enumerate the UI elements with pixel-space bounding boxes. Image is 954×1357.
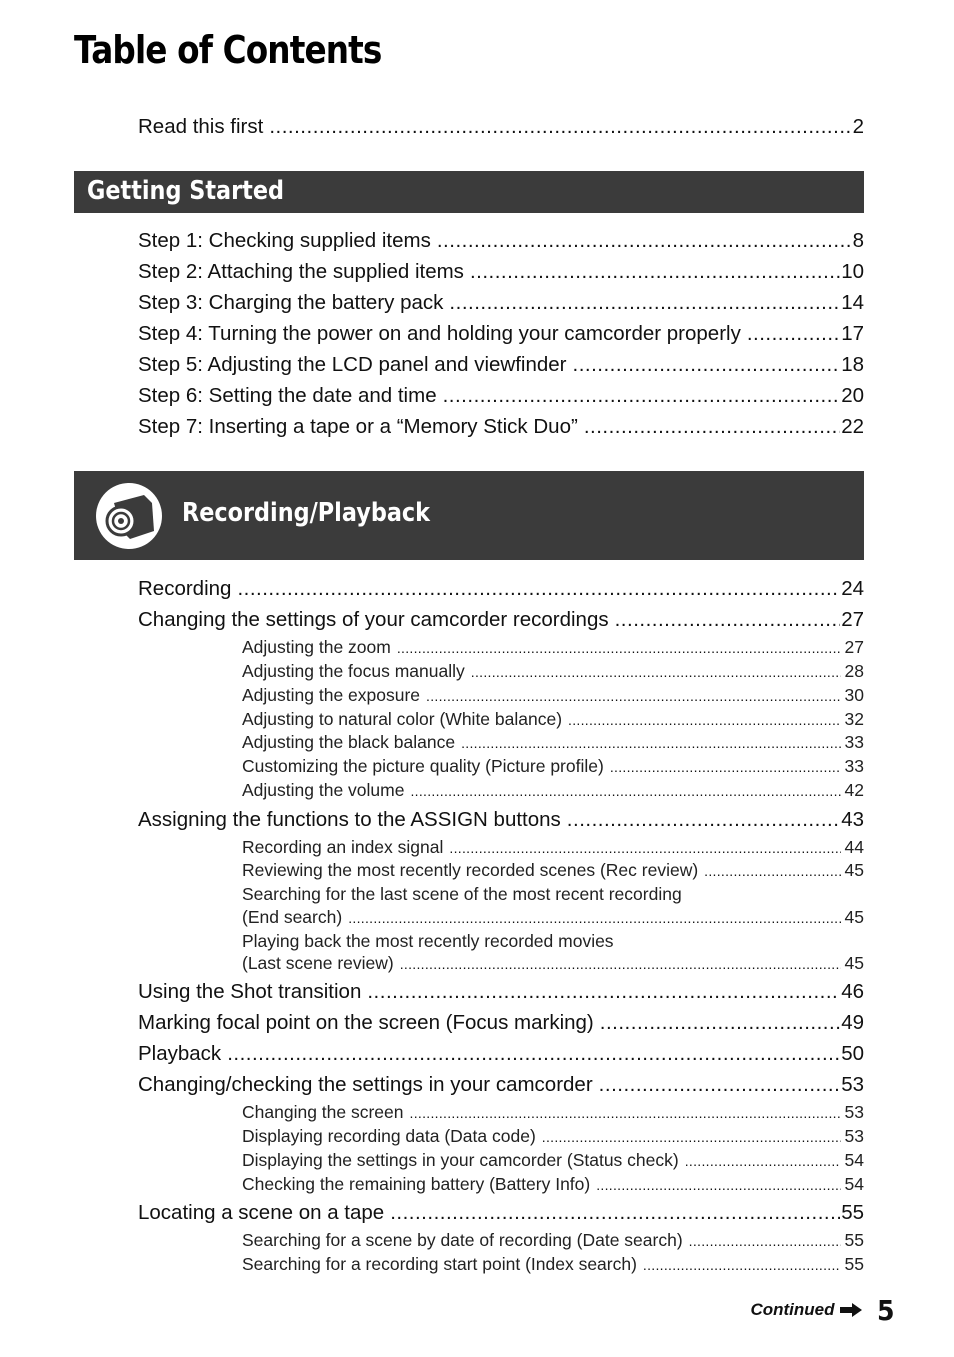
dot-leader xyxy=(567,808,840,832)
toc-entry-page: 45 xyxy=(844,907,864,927)
continued-label: Continued xyxy=(750,1300,835,1319)
dot-leader xyxy=(269,115,851,139)
toc-entry-page: 44 xyxy=(844,837,864,857)
toc-entry[interactable] xyxy=(138,353,864,377)
toc-entry-page: 55 xyxy=(841,1201,864,1224)
section-title: Getting Started xyxy=(87,176,285,206)
toc-entry-label: Searching for a recording start point (Index search) xyxy=(242,1254,637,1274)
toc-entry[interactable] xyxy=(138,229,864,253)
toc-entry-page: 45 xyxy=(844,953,864,973)
toc-subentry[interactable] xyxy=(242,859,864,882)
toc-entry-label: Step 3: Charging the battery pack xyxy=(138,291,444,314)
toc-subentry[interactable] xyxy=(242,779,864,802)
toc-subentry[interactable] xyxy=(242,1173,864,1196)
toc-entry-label: Changing/checking the settings in your camcorder xyxy=(138,1073,593,1096)
dot-leader xyxy=(348,907,840,929)
toc-entry-page: 54 xyxy=(844,1150,864,1170)
toc-entry-label: (Last scene review) xyxy=(242,953,394,973)
toc-entry-label: Using the Shot transition xyxy=(138,980,362,1003)
toc-entry-page: 30 xyxy=(844,685,864,705)
toc-subentry[interactable] xyxy=(242,660,864,683)
dot-leader xyxy=(367,980,840,1004)
camcorder-icon xyxy=(94,481,164,551)
toc-entry[interactable] xyxy=(138,980,864,1004)
dot-leader xyxy=(449,837,840,859)
toc-entry-page: 54 xyxy=(844,1174,864,1194)
toc-entry[interactable] xyxy=(138,384,864,408)
toc-subentry-line1[interactable]: Playing back the most recently recorded movies xyxy=(242,931,614,951)
toc-entry-label: Locating a scene on a tape xyxy=(138,1201,385,1224)
toc-entry-label: Adjusting the black balance xyxy=(242,732,456,752)
toc-entry-label: Adjusting the zoom xyxy=(242,637,391,657)
toc-entry-page: 46 xyxy=(841,980,864,1003)
toc-entry-page: 53 xyxy=(844,1102,864,1122)
toc-subentry[interactable] xyxy=(242,1101,864,1124)
toc-entry-page: 33 xyxy=(844,756,864,776)
toc-entry[interactable] xyxy=(138,322,864,346)
dot-leader xyxy=(599,1073,841,1097)
toc-entry-page: 27 xyxy=(841,608,864,631)
dot-leader xyxy=(584,415,840,439)
toc-entry[interactable] xyxy=(138,291,864,315)
toc-entry[interactable] xyxy=(138,608,864,632)
page-number: 5 xyxy=(876,1293,894,1327)
toc-entry-page: 24 xyxy=(841,577,864,600)
toc-entry-page: 50 xyxy=(841,1042,864,1065)
toc-subentry[interactable] xyxy=(242,1253,864,1276)
dot-leader xyxy=(643,1254,841,1276)
toc-entry-label: Displaying recording data (Data code) xyxy=(242,1126,536,1146)
toc-entry-label: Playback xyxy=(138,1042,222,1065)
toc-entry-label: Step 7: Inserting a tape or a “Memory Stick Duo” xyxy=(138,415,578,438)
toc-subentry[interactable] xyxy=(242,836,864,859)
toc-entry-page: 2 xyxy=(852,115,864,138)
toc-entry-label: Step 2: Attaching the supplied items xyxy=(138,260,464,283)
dot-leader xyxy=(227,1042,840,1066)
dot-leader xyxy=(596,1174,840,1196)
arrow-right-icon xyxy=(839,1302,863,1318)
toc-entry[interactable] xyxy=(138,1011,864,1035)
dot-leader xyxy=(390,1201,840,1225)
toc-entry[interactable] xyxy=(138,415,864,439)
dot-leader xyxy=(704,860,840,882)
dot-leader xyxy=(610,756,841,778)
toc-subentry[interactable] xyxy=(242,708,864,731)
dot-leader xyxy=(443,384,841,408)
toc-entry-label: Adjusting the focus manually xyxy=(242,661,465,681)
toc-subentry[interactable] xyxy=(242,636,864,659)
toc-entry[interactable] xyxy=(138,1201,864,1225)
dot-leader xyxy=(461,732,840,754)
toc-entry-page: 14 xyxy=(841,291,864,314)
toc-entry-page: 49 xyxy=(841,1011,864,1034)
toc-entry-label: Searching for a scene by date of recording (Date search) xyxy=(242,1230,683,1250)
toc-subentry[interactable] xyxy=(242,1125,864,1148)
dot-leader xyxy=(426,685,840,707)
dot-leader xyxy=(615,608,841,632)
toc-subentry[interactable] xyxy=(242,906,864,929)
toc-entry-label: Step 6: Setting the date and time xyxy=(138,384,437,407)
toc-entry-page: 32 xyxy=(844,709,864,729)
toc-subentry[interactable] xyxy=(242,1229,864,1252)
toc-entry-page: 42 xyxy=(844,780,864,800)
dot-leader xyxy=(747,322,840,346)
toc-entry-label: Step 1: Checking supplied items xyxy=(138,229,431,252)
toc-entry-page: 43 xyxy=(841,808,864,831)
toc-entry-page: 55 xyxy=(844,1254,864,1274)
dot-leader xyxy=(471,661,841,683)
section-title: Recording/Playback xyxy=(182,498,431,528)
dot-leader xyxy=(410,780,840,802)
toc-subentry[interactable] xyxy=(242,731,864,754)
toc-entry-label: Recording xyxy=(138,577,232,600)
toc-subentry[interactable] xyxy=(242,684,864,707)
page-title: Table of Contents xyxy=(74,28,382,72)
dot-leader xyxy=(437,229,852,253)
toc-entry-label: Marking focal point on the screen (Focus marking) xyxy=(138,1011,594,1034)
toc-entry-label: Displaying the settings in your camcorder (Status check) xyxy=(242,1150,679,1170)
toc-entry-page: 53 xyxy=(841,1073,864,1096)
section-header-getting-started xyxy=(74,171,864,213)
toc-entry-label: Step 5: Adjusting the LCD panel and viewfinder xyxy=(138,353,567,376)
dot-leader xyxy=(397,637,841,659)
dot-leader xyxy=(410,1102,841,1124)
toc-entry[interactable] xyxy=(138,260,864,284)
toc-subentry[interactable] xyxy=(242,952,864,975)
toc-entry-page: 10 xyxy=(841,260,864,283)
toc-entry-label: Reviewing the most recently recorded scenes (Rec review) xyxy=(242,860,699,880)
dot-leader xyxy=(689,1230,841,1252)
dot-leader xyxy=(685,1150,841,1172)
toc-entry[interactable] xyxy=(138,1042,864,1066)
dot-leader xyxy=(449,291,840,315)
dot-leader xyxy=(237,577,840,601)
toc-entry-label: (End search) xyxy=(242,907,343,927)
toc-entry-label: Assigning the functions to the ASSIGN buttons xyxy=(138,808,561,831)
dot-leader xyxy=(600,1011,840,1035)
toc-entry[interactable] xyxy=(138,1073,864,1097)
toc-entry-label: Adjusting the volume xyxy=(242,780,405,800)
dot-leader xyxy=(573,353,841,377)
toc-entry-label: Adjusting the exposure xyxy=(242,685,421,705)
toc-entry-page: 45 xyxy=(844,860,864,880)
dot-leader xyxy=(568,709,841,731)
toc-entry-label: Read this first xyxy=(138,115,264,138)
dot-leader xyxy=(400,953,841,975)
toc-entry-page: 22 xyxy=(841,415,864,438)
page-footer xyxy=(700,1294,894,1326)
toc-subentry[interactable] xyxy=(242,1149,864,1172)
toc-entry-read-this-first[interactable] xyxy=(138,115,864,139)
toc-subentry[interactable] xyxy=(242,755,864,778)
toc-entry-page: 18 xyxy=(841,353,864,376)
toc-entry-page: 27 xyxy=(844,637,864,657)
toc-entry-label: Changing the screen xyxy=(242,1102,404,1122)
toc-entry-page: 28 xyxy=(844,661,864,681)
toc-entry-page: 20 xyxy=(841,384,864,407)
toc-subentry-line1[interactable]: Searching for the last scene of the most recent recording xyxy=(242,884,682,904)
toc-entry-page: 17 xyxy=(841,322,864,345)
toc-entry-page: 8 xyxy=(852,229,864,252)
toc-entry-page: 33 xyxy=(844,732,864,752)
dot-leader xyxy=(470,260,840,284)
toc-entry-page: 53 xyxy=(844,1126,864,1146)
toc-entry-label: Step 4: Turning the power on and holding your camcorder properly xyxy=(138,322,741,345)
toc-entry-label: Recording an index signal xyxy=(242,837,444,857)
dot-leader xyxy=(542,1126,841,1148)
toc-entry[interactable] xyxy=(138,808,864,832)
section-header-recording-playback xyxy=(74,471,864,560)
toc-entry[interactable] xyxy=(138,577,864,601)
toc-entry-page: 55 xyxy=(844,1230,864,1250)
toc-entry-label: Customizing the picture quality (Picture profile) xyxy=(242,756,604,776)
toc-entry-label: Changing the settings of your camcorder recordings xyxy=(138,608,609,631)
toc-entry-label: Checking the remaining battery (Battery Info) xyxy=(242,1174,591,1194)
toc-entry-label: Adjusting to natural color (White balance) xyxy=(242,709,563,729)
